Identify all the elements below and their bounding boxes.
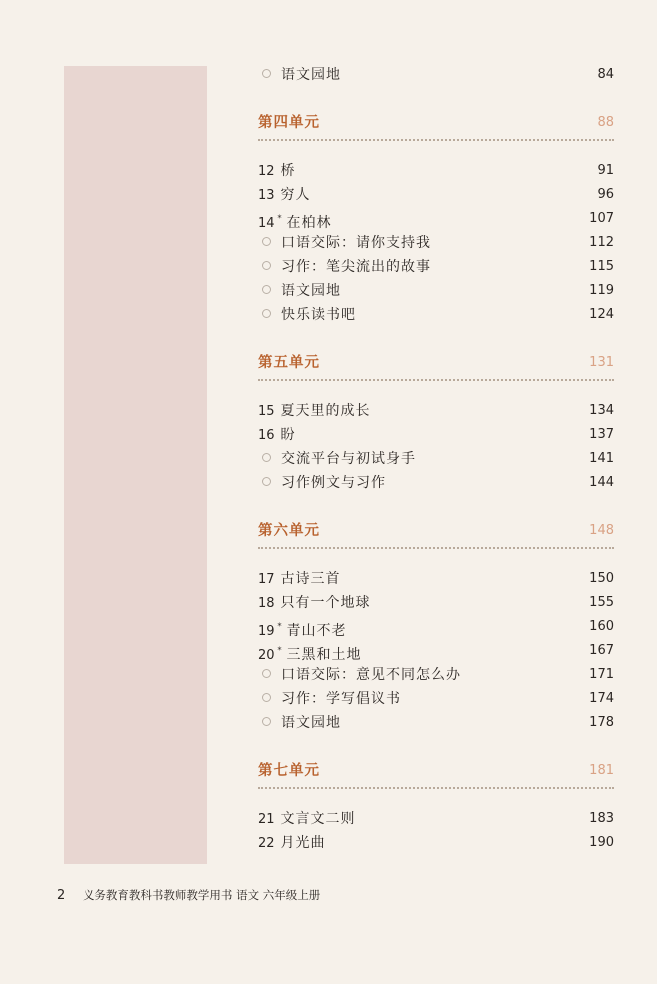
entry-title: 穷人 xyxy=(280,187,311,203)
circle-bullet-icon xyxy=(262,261,271,270)
circle-bullet-icon xyxy=(262,237,271,246)
entry-title: 交流平台与初试身手 xyxy=(281,451,416,467)
dotted-divider xyxy=(258,379,614,381)
entry-label xyxy=(258,712,341,734)
entry-label xyxy=(258,832,326,855)
entry-title: 在柏林 xyxy=(286,215,332,231)
toc-entry[interactable] xyxy=(258,832,614,854)
toc-unit-heading[interactable] xyxy=(258,520,614,550)
lesson-number: 16 xyxy=(258,428,275,443)
entry-page-number: 167 xyxy=(589,643,614,658)
entry-page-number: 119 xyxy=(589,283,614,298)
entry-label xyxy=(258,280,341,302)
entry-page-number: 107 xyxy=(589,211,614,226)
entry-page-number: 124 xyxy=(589,307,614,322)
entry-label xyxy=(258,208,332,235)
lesson-number: 18 xyxy=(258,596,275,611)
toc-entry[interactable] xyxy=(258,232,614,254)
entry-page-number: 84 xyxy=(597,67,614,82)
lesson-number: 15 xyxy=(258,404,275,419)
circle-bullet-icon xyxy=(262,69,271,78)
entry-page-number: 115 xyxy=(589,259,614,274)
toc-unit-heading[interactable] xyxy=(258,112,614,142)
toc-entry[interactable] xyxy=(258,184,614,206)
entry-title: 只有一个地球 xyxy=(280,595,371,611)
dotted-divider xyxy=(258,139,614,141)
toc-entry[interactable] xyxy=(258,400,614,422)
entry-title: 语文园地 xyxy=(281,715,341,731)
toc-unit-heading[interactable] xyxy=(258,760,614,790)
circle-bullet-icon xyxy=(262,309,271,318)
entry-label xyxy=(258,256,431,278)
entry-label xyxy=(258,472,386,494)
entry-title: 月光曲 xyxy=(280,835,326,851)
toc-entry[interactable] xyxy=(258,568,614,590)
toc-entry[interactable] xyxy=(258,424,614,446)
optional-lesson-mark: * xyxy=(277,214,283,223)
entry-label xyxy=(258,808,356,831)
unit-page-number: 88 xyxy=(597,115,614,130)
entry-page-number: 178 xyxy=(589,715,614,730)
unit-title: 第四单元 xyxy=(258,114,320,131)
entry-page-number: 112 xyxy=(589,235,614,250)
entry-title: 三黑和土地 xyxy=(286,647,362,663)
circle-bullet-icon xyxy=(262,453,271,462)
entry-title: 快乐读书吧 xyxy=(281,307,356,323)
entry-page-number: 134 xyxy=(589,403,614,418)
entry-title: 夏天里的成长 xyxy=(280,403,371,419)
lesson-number: 22 xyxy=(258,836,275,851)
toc-entry[interactable] xyxy=(258,808,614,830)
entry-page-number: 91 xyxy=(597,163,614,178)
toc-entry[interactable] xyxy=(258,688,614,710)
entry-label xyxy=(258,400,371,423)
entry-title: 口语交际：意见不同怎么办 xyxy=(281,667,461,683)
toc-entry[interactable] xyxy=(258,448,614,470)
entry-label xyxy=(258,424,296,447)
toc-entry[interactable] xyxy=(258,664,614,686)
lesson-number: 13 xyxy=(258,188,275,203)
lesson-number: 20 xyxy=(258,648,275,663)
entry-label xyxy=(258,568,341,591)
toc-unit-heading[interactable] xyxy=(258,352,614,382)
footer-page-number: 2 xyxy=(57,888,66,903)
unit-title: 第七单元 xyxy=(258,762,320,779)
entry-title: 语文园地 xyxy=(281,67,341,83)
entry-title: 盼 xyxy=(280,427,296,443)
unit-title: 第六单元 xyxy=(258,522,320,539)
entry-page-number: 137 xyxy=(589,427,614,442)
unit-page-number: 148 xyxy=(589,523,614,538)
entry-title: 口语交际：请你支持我 xyxy=(281,235,431,251)
toc-entry[interactable] xyxy=(258,304,614,326)
toc-entry[interactable] xyxy=(258,280,614,302)
toc-entry[interactable] xyxy=(258,592,614,614)
entry-page-number: 141 xyxy=(589,451,614,466)
entry-title: 青山不老 xyxy=(286,623,347,639)
entry-label xyxy=(258,688,401,710)
circle-bullet-icon xyxy=(262,717,271,726)
optional-lesson-mark: * xyxy=(277,622,283,631)
unit-page-number: 131 xyxy=(589,355,614,370)
entry-title: 习作：笔尖流出的故事 xyxy=(281,259,431,275)
entry-title: 习作：学写倡议书 xyxy=(281,691,401,707)
entry-page-number: 155 xyxy=(589,595,614,610)
entry-label xyxy=(258,64,341,86)
toc-entry[interactable] xyxy=(258,712,614,734)
dotted-divider xyxy=(258,547,614,549)
entry-page-number: 144 xyxy=(589,475,614,490)
page-footer xyxy=(57,887,320,903)
entry-page-number: 171 xyxy=(589,667,614,682)
circle-bullet-icon xyxy=(262,477,271,486)
lesson-number: 14 xyxy=(258,216,275,231)
entry-page-number: 174 xyxy=(589,691,614,706)
entry-label xyxy=(258,448,416,470)
entry-label xyxy=(258,184,311,207)
entry-title: 文言文二则 xyxy=(280,811,356,827)
entry-label xyxy=(258,640,362,667)
toc-entry[interactable] xyxy=(258,640,614,662)
decorative-sidebar xyxy=(64,66,207,864)
entry-page-number: 183 xyxy=(589,811,614,826)
toc-entry[interactable] xyxy=(258,160,614,182)
circle-bullet-icon xyxy=(262,693,271,702)
toc-entry[interactable] xyxy=(258,64,614,86)
entry-title: 语文园地 xyxy=(281,283,341,299)
entry-page-number: 96 xyxy=(597,187,614,202)
entry-title: 古诗三首 xyxy=(280,571,341,587)
entry-label xyxy=(258,592,371,615)
toc-entry[interactable] xyxy=(258,208,614,230)
entry-label xyxy=(258,304,356,326)
unit-title: 第五单元 xyxy=(258,354,320,371)
lesson-number: 12 xyxy=(258,164,275,179)
lesson-number: 19 xyxy=(258,624,275,639)
toc-entry[interactable] xyxy=(258,256,614,278)
entry-page-number: 150 xyxy=(589,571,614,586)
entry-page-number: 160 xyxy=(589,619,614,634)
circle-bullet-icon xyxy=(262,285,271,294)
entry-label xyxy=(258,232,431,254)
entry-title: 桥 xyxy=(280,163,296,179)
circle-bullet-icon xyxy=(262,669,271,678)
unit-page-number: 181 xyxy=(589,763,614,778)
entry-title: 习作例文与习作 xyxy=(281,475,386,491)
toc-entry[interactable] xyxy=(258,472,614,494)
entry-page-number: 190 xyxy=(589,835,614,850)
lesson-number: 17 xyxy=(258,572,275,587)
footer-book-title: 义务教育教科书教师教学用书 语文 六年级上册 xyxy=(82,888,321,902)
toc-entry[interactable] xyxy=(258,616,614,638)
dotted-divider xyxy=(258,787,614,789)
lesson-number: 21 xyxy=(258,812,275,827)
entry-label xyxy=(258,160,296,183)
entry-label xyxy=(258,616,347,643)
optional-lesson-mark: * xyxy=(277,646,283,655)
entry-label xyxy=(258,664,461,686)
